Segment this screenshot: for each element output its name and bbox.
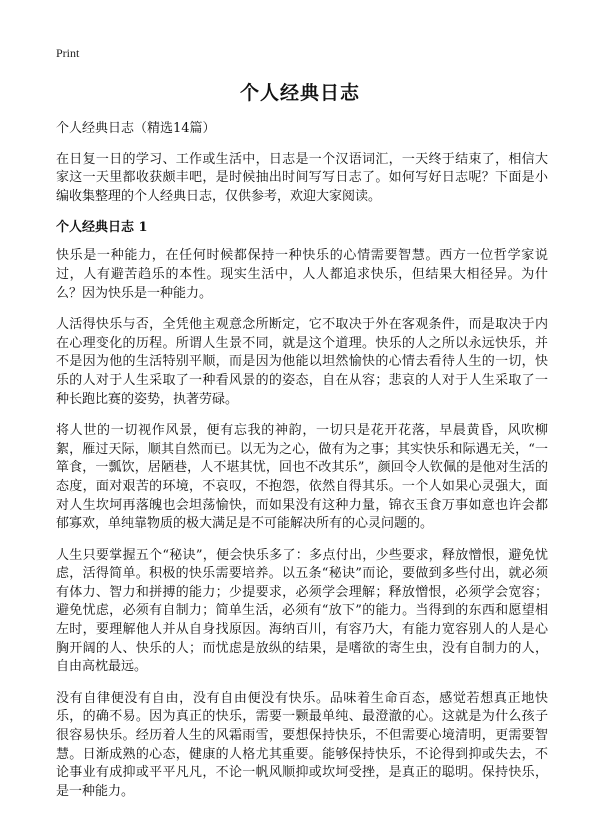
body-paragraph: 人生只要掌握五个“秘诀”，便会快乐多了：多点付出，少些要求，释放憎恨，避免忧虑，活得简单。积极的快乐需要培养。以五条“秘诀”而论，要做到多些付出，就必须有体力、智力和拼搏的能力；少提要求，必须学会理解；释放憎恨，必须学会宽容；避免忧虑，必须有自制力；简单生活，必须有“放下”的能力。当得到的东西和愿望相左时，要理解他人并从自身找原因。海纳百川，有容乃大，有能力宽容别人的人是心胸开阔的人、快乐的人；而忧虑是放纵的结果，是嗜欲的寄生虫，没有自制力的人，自由高枕最远。 — [56, 547, 548, 675]
body-paragraph: 人活得快乐与否，全凭他主观意念所断定，它不取决于外在客观条件，而是取决于内在心理变化的历程。所谓人生景不同，就是这个道理。快乐的人之所以永远快乐，并不是因为他的生活特别平顺，而是因为他能以坦然愉快的心情去看待人生的一切，快乐的人对于人生采取了一种看风景的的姿态，自在从容；悲哀的人对于人生采取了一种长跑比赛的姿势，执著劳碌。 — [56, 317, 548, 407]
body-paragraph: 将人世的一切视作风景，便有忘我的神韵，一切只是花开花落，早晨黄昏，风吹柳絮，雁过天际，顺其自然而已。以无为之心，做有为之事；其实快乐和际遇无关，“一箪食，一瓢饮，居陋巷，人不堪其忧，回也不改其乐”，颜回令人钦佩的是他对生活的态度，面对艰苦的环境，不哀叹，不抱怨，依然自得其乐。一个人如果心灵强大，面对人生坎坷再落魄也会坦荡愉快，而如果没有这种力量，锦衣玉食万事如意也许会都郁寡欢，单纯靠物质的极大满足是不可能解决所有的心灵问题的。 — [56, 423, 548, 532]
article-subtitle: 个人经典日志（精选14篇） — [56, 121, 216, 136]
section-heading: 个人经典日志 1 — [56, 220, 148, 236]
intro-paragraph: 在日复一日的学习、工作或生活中，日志是一个汉语词汇，一天终于结束了，相信大家这一天里都收获颇丰吧，是时候抽出时间写写日志了。如何写好日志呢？下面是小编收集整理的个人经典日志，仅供参考，欢迎大家阅读。 — [56, 151, 548, 204]
article-body — [56, 120, 548, 814]
page-title: 个人经典日志 — [239, 82, 360, 104]
print-link[interactable]: Print — [56, 46, 80, 60]
body-paragraph: 快乐是一种能力，在任何时候都保持一种快乐的心情需要智慧。西方一位哲学家说过，人有避苦趋乐的本性。现实生活中，人人都追求快乐，但结果大相径异。为什么？因为快乐是一种能力。 — [56, 248, 548, 301]
body-paragraph: 没有自律便没有自由，没有自由便没有快乐。品味着生命百态，感觉若想真正地快乐，的确不易。因为真正的快乐，需要一颗最单纯、最澄澈的心。这就是为什么孩子很容易快乐。经历着人生的风霜雨雪，要想保持快乐，不但需要心境清明，更需要智慧。日渐成熟的心态，健康的人格尤其重要。能够保持快乐，不论得到抑或失去，不论事业有成抑或平平凡凡，不论一帆风顺抑或坎坷受挫，是真正的聪明。保持快乐，是一种能力。 — [56, 690, 548, 799]
